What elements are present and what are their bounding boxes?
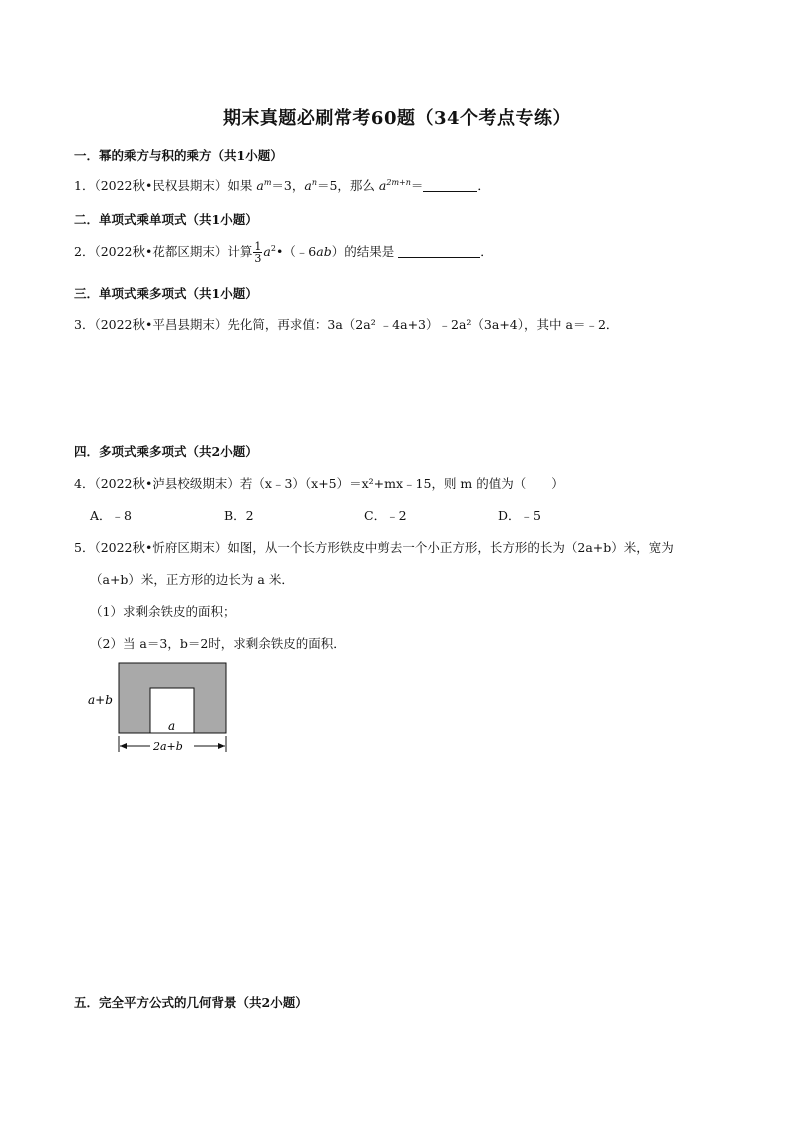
q2-exp: 2 <box>270 243 276 253</box>
option-b[interactable]: B．2 <box>224 508 254 523</box>
q1-prefix: 1．（2022秋•民权县期末）如果 <box>74 178 257 193</box>
label-width: 2a+b <box>153 740 183 753</box>
q1-var-a2: a <box>304 178 312 193</box>
q1-var-a: a <box>256 178 264 193</box>
question-5-part-2: （2）当 a＝3，b＝2时，求剩余铁皮的面积． <box>90 636 346 651</box>
option-c[interactable]: C．﹣2 <box>364 508 407 523</box>
label-square-side: a <box>168 719 176 733</box>
section-heading-2: 二．单项式乘单项式（共1小题） <box>74 212 258 227</box>
option-a[interactable]: A．﹣8 <box>90 508 132 523</box>
question-2 <box>74 241 493 264</box>
q2-end: ． <box>480 244 493 259</box>
q1-var-a3: a <box>378 178 387 193</box>
arrow-left-icon <box>120 743 127 749</box>
q1-exp-n: n <box>311 177 317 187</box>
q1-exp-m: m <box>263 177 272 187</box>
question-5-part-1: （1）求剩余铁皮的面积； <box>90 604 236 619</box>
q2-var-ab: ab <box>316 244 332 259</box>
page-title: 期末真题必刷常考60题（34个考点专练） <box>222 108 572 129</box>
q2-rest: ）的结果是 <box>331 244 399 259</box>
q1-eq3: ＝ <box>410 178 424 193</box>
q2-dot: •（﹣6 <box>275 244 317 259</box>
question-4: 4．（2022秋•泸县校级期末）若（x﹣3）（x+5）＝x²+mx﹣15，则 m 的值为（ ） <box>74 476 564 491</box>
answer-blank-2[interactable] <box>398 245 480 258</box>
label-height: a+b <box>88 693 113 707</box>
section-heading-1: 一．幂的乘方与积的乘方（共1小题） <box>74 148 283 163</box>
question-5-line-1: 5．（2022秋•忻府区期末）如图，从一个长方形铁皮中剪去一个小正方形，长方形的长为（2a+b）米，宽为 <box>74 540 674 555</box>
option-d[interactable]: D．﹣5 <box>498 508 541 523</box>
answer-blank-1[interactable] <box>423 179 477 192</box>
question-5-line-2: （a+b）米，正方形的边长为 a 米． <box>90 572 294 587</box>
q1-exp-2mn: 2m+n <box>386 177 411 187</box>
q2-var-a: a <box>263 244 271 259</box>
question-1 <box>74 176 490 194</box>
section-heading-4: 四．多项式乘多项式（共2小题） <box>74 444 258 459</box>
question-3: 3．（2022秋•平昌县期末）先化简，再求值：3a（2a² ﹣4a+3）﹣2a²（3a+4），其中 a＝﹣2． <box>74 317 619 332</box>
q1-eq2: ＝5，那么 <box>316 178 379 193</box>
q1-eq1: ＝3， <box>271 178 305 193</box>
q1-end: ． <box>477 178 490 193</box>
q2-prefix: 2．（2022秋•花都区期末）计算 <box>74 244 253 259</box>
arrow-right-icon <box>218 743 225 749</box>
section-heading-3: 三．单项式乘多项式（共1小题） <box>74 286 258 301</box>
fraction-one-third: $\frac{1}{3}$ <box>254 240 262 265</box>
rectangle-figure <box>84 660 244 760</box>
section-heading-5: 五．完全平方公式的几何背景（共2小题） <box>74 995 308 1010</box>
